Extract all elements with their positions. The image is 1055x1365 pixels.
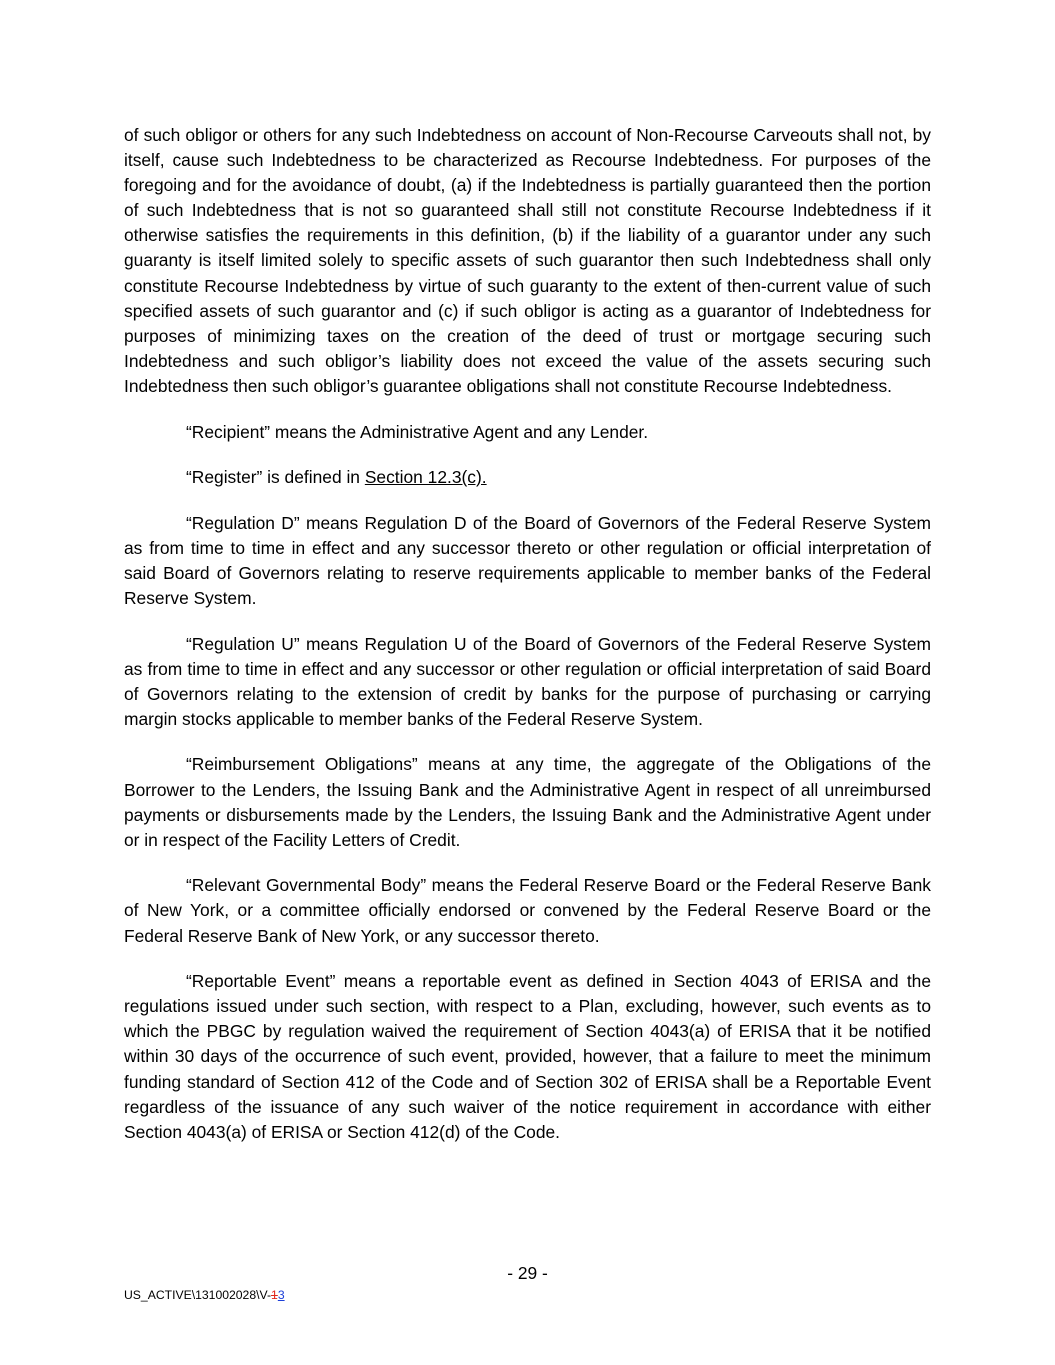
definition-reportable-event: “Reportable Event” means a reportable event as defined in Section 4043 of ERISA and the regulations issued under such section, with respect to a Plan, excluding, however, such events as to which the PBGC by regulation waived the requirement of Section 4043(a) of ERISA that it be notified within 30 days of the occurrence of such event, provided, however, that a failure to meet the minimum funding standard of Section 412 of the Code and of Section 302 of ERISA shall be a Reportable Event regardless of the issuance of any such waiver of the notice requirement in accordance with either Section 4043(a) of ERISA or Section 412(d) of the Code. xyxy=(124,971,931,1142)
register-text: “Register” is defined in xyxy=(186,467,365,488)
document-id xyxy=(124,1287,285,1303)
document-id-prefix: US_ACTIVE\131002028\V- xyxy=(124,1288,272,1302)
definition-reimbursement-obligations: “Reimbursement Obligations” means at any time, the aggregate of the Obligations of the Borrower to the Lenders, the Issuing Bank and the Administrative Agent in respect of all unreimbursed payments or disbursements made by the Lenders, the Issuing Bank and the Administrative Agent under or in respect of the Facility Letters of Credit. xyxy=(124,754,931,850)
recourse-indebtedness-continuation: of such obligor or others for any such Indebtedness on account of Non-Recourse Carveouts shall not, by itself, cause such Indebtedness to be characterized as Recourse Indebtedness. For purposes of the foregoing and for the avoidance of doubt, (a) if the Indebtedness is partially guaranteed then the portion of such Indebtedness that is not so guaranteed shall still not constitute Recourse Indebtedness if it otherwise satisfies the requirements in this definition, (b) if the liability of a guarantor under any such guaranty is itself limited solely to specific assets of such guarantor then such Indebtedness shall only constitute Recourse Indebtedness by virtue of such guaranty to the extent of then-current value of such specified assets of such guarantor and (c) if such obligor is acting as a guarantor of Indebtedness for purposes of minimizing taxes on the creation of the deed of trust or mortgage securing such Indebtedness and such obligor’s liability does not exceed the value of the assets securing such Indebtedness then such obligor’s guarantee obligations shall not constitute Recourse Indebtedness. xyxy=(124,125,931,396)
definition-recipient: “Recipient” means the Administrative Agent and any Lender. xyxy=(186,421,649,442)
document-id-deleted-version: 1 xyxy=(271,1288,278,1302)
page-number: - 29 - xyxy=(507,1263,548,1283)
document-body xyxy=(124,123,931,1165)
document-id-inserted-version: 3 xyxy=(277,1288,285,1302)
definition-relevant-governmental-body: “Relevant Governmental Body” means the Federal Reserve Board or the Federal Reserve Bank of New York, or a committee officially endorsed or convened by the Federal Reserve Board or the Federal Reserve Bank of New York, or any successor thereto. xyxy=(124,875,931,946)
section-reference-link[interactable]: Section 12.3(c). xyxy=(364,467,487,488)
definition-regulation-d: “Regulation D” means Regulation D of the Board of Governors of the Federal Reserve System as from time to time in effect and any successor thereto or other regulation or official interpretation of said Board of Governors relating to reserve requirements applicable to member banks of the Federal Reserve System. xyxy=(124,512,931,608)
definition-regulation-u: “Regulation U” means Regulation U of the Board of Governors of the Federal Reserve System as from time to time in effect and any successor or other regulation or official interpretation of said Board of Governors relating to the extension of credit by banks for the purpose of purchasing or carrying margin stocks applicable to member banks of the Federal Reserve System. xyxy=(124,633,931,729)
definition-register xyxy=(124,465,931,490)
